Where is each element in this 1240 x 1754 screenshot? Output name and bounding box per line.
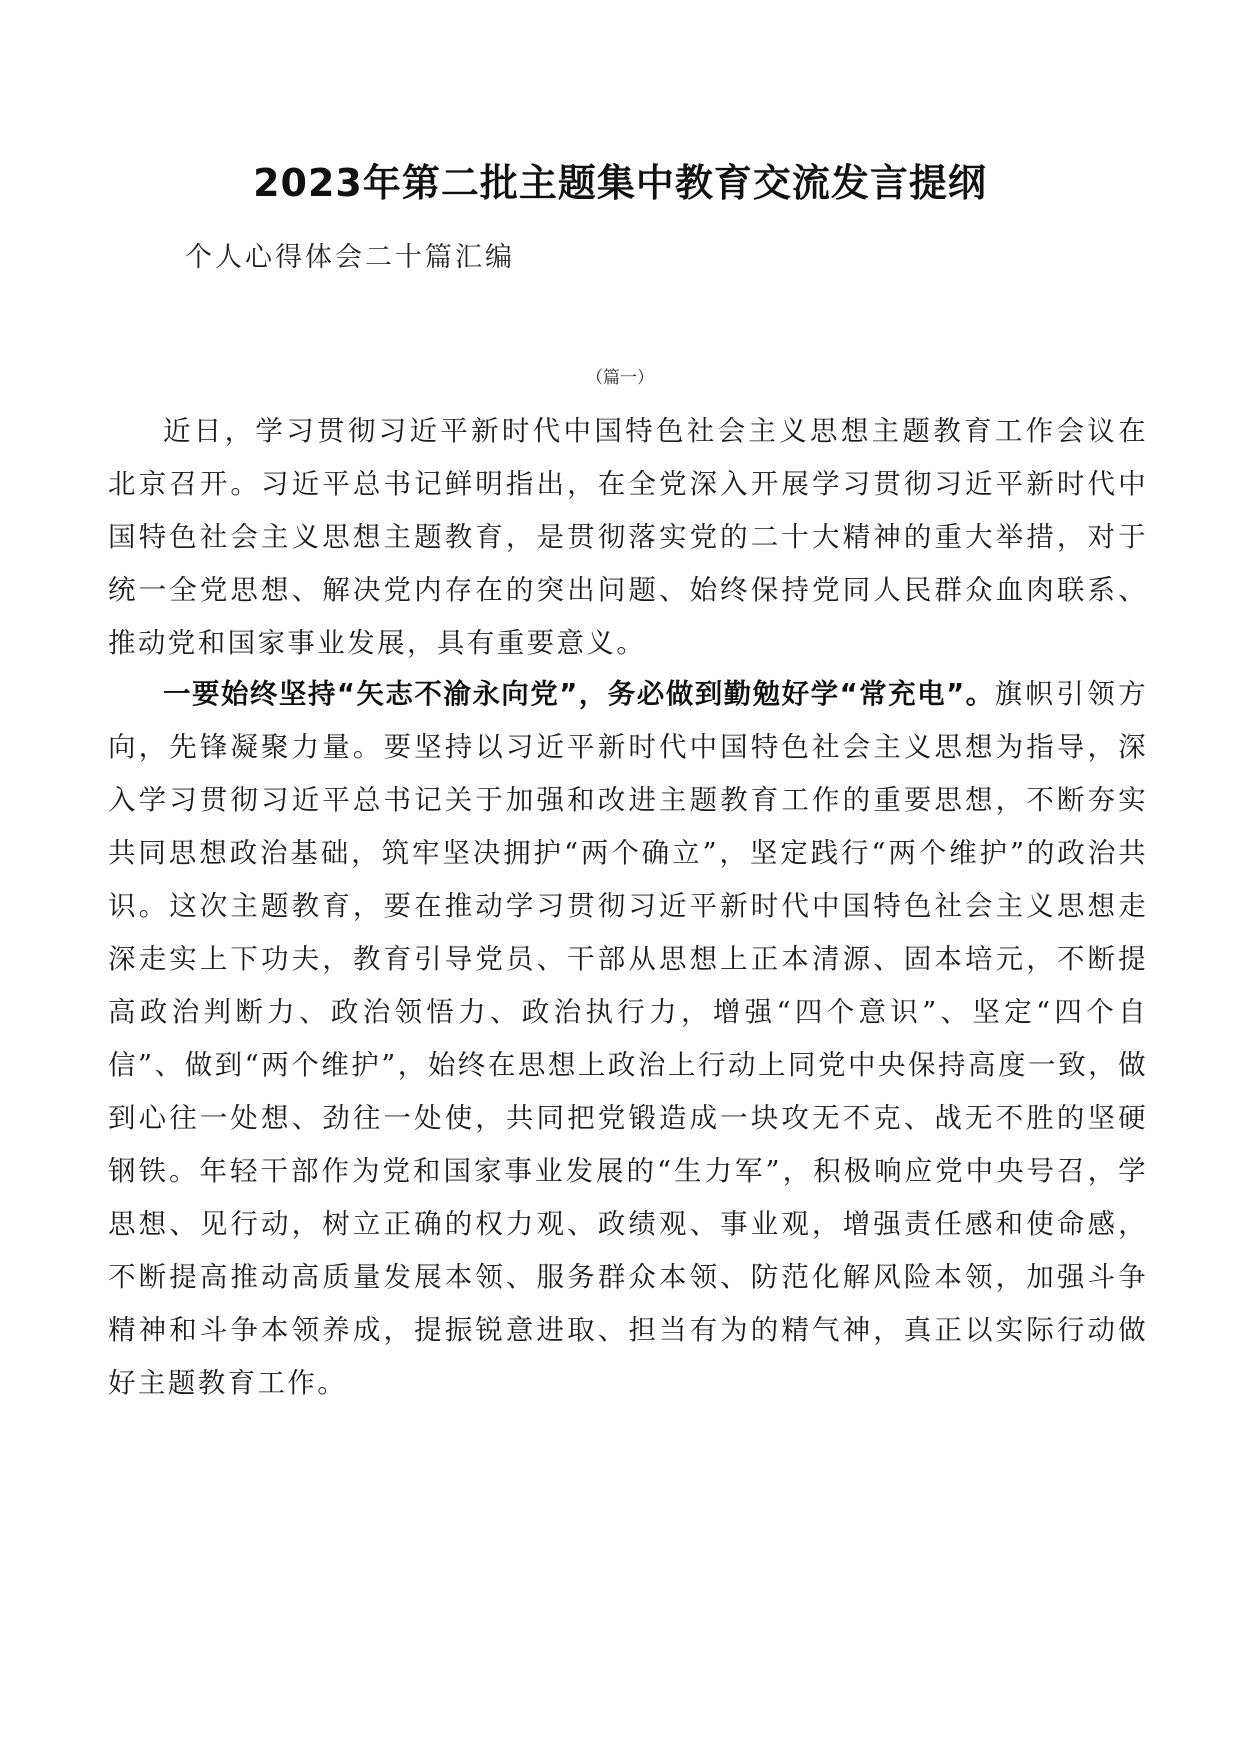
body-paragraph-2 (108, 668, 1148, 1410)
body-paragraph-1 (108, 405, 1148, 670)
paragraph-2-text: 旗帜引领方向，先锋凝聚力量。要坚持以习近平新时代中国特色社会主义思想为指导，深入学习贯彻习近平总书记关于加强和改进主题教育工作的重要思想，不断夯实共同思想政治基础，筑牢坚决拥护“两个确立”，坚定践行“两个维护”的政治共识。这次主题教育，要在推动学习贯彻习近平新时代中国特色社会主义思想走深走实上下功夫，教育引导党员、干部从思想上正本清源、固本培元，不断提高政治判断力、政治领悟力、政治执行力，增强“四个意识”、坚定“四个自信”、做到“两个维护”，始终在思想上政治上行动上同党中央保持高度一致，做到心往一处想、劲往一处使，共同把党锻造成一块攻无不克、战无不胜的坚硬钢铁。年轻干部作为党和国家事业发展的“生力军”，积极响应党中央号召，学思想、见行动，树立正确的权力观、政绩观、事业观，增强责任感和使命感，不断提高推动高质量发展本领、服务群众本领、防范化解风险本领，加强斗争精神和斗争本领养成，提振锐意进取、担当有为的精气神，真正以实际行动做好主题教育工作。 (108, 678, 1148, 1399)
section-marker: （篇一） (586, 368, 654, 388)
document-title: 2023年第二批主题集中教育交流发言提纲 (253, 161, 987, 205)
document-subtitle: 个人心得体会二十篇汇编 (185, 242, 515, 273)
paragraph-2-lead-heading: 一要始终坚持“矢志不渝永向党”，务必做到勤勉好学“常充电”。 (163, 678, 995, 710)
paragraph-1-text: 近日，学习贯彻习近平新时代中国特色社会主义思想主题教育工作会议在北京召开。习近平总书记鲜明指出，在全党深入开展学习贯彻习近平新时代中国特色社会主义思想主题教育，是贯彻落实党的二十大精神的重大举措，对于统一全党思想、解决党内存在的突出问题、始终保持党同人民群众血肉联系、推动党和国家事业发展，具有重要意义。 (108, 415, 1148, 659)
